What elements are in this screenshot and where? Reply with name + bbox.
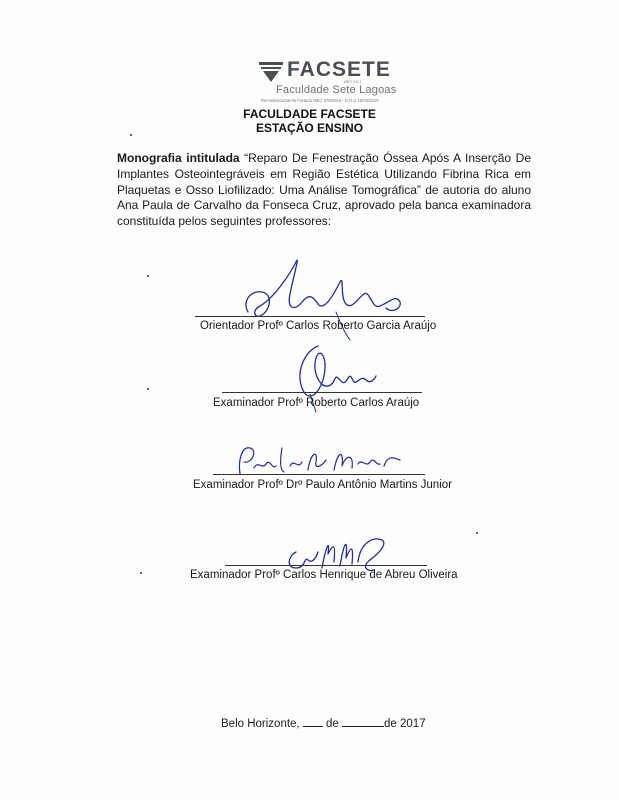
signatory-examiner-2-label: Examinador Profº Drº Paulo Antônio Martins Junior (193, 479, 452, 491)
signature-line-examiner-1 (222, 392, 422, 393)
date-month-blank (342, 716, 384, 727)
signatory-examiner-1-label: Examinador Profº Roberto Carlos Araújo (213, 397, 420, 409)
paragraph-text: “Reparo De Fenestração Óssea Após A Inserção De Implantes Osteointegráveis em Região Estética Utilizando Fibrina Rica em Plaquetas e Osso Liofilizado: Uma Análise Tomográfica” de autoria do aluno Ana Paula de Carvalho da Fonseca Cruz, aprovado pela banca examinadora constituída pelos seguintes professores: (117, 151, 531, 229)
header-unit: ESTAÇÃO ENSINO (255, 121, 364, 135)
signatory-examiner-3-label: Examinador Profº Carlos Henrique de Abreu Oliveira (190, 569, 458, 581)
logo-name: FACSETE (287, 58, 391, 81)
scan-speck (147, 388, 149, 390)
scan-speck (130, 134, 132, 136)
facsete-emblem-icon (258, 60, 284, 84)
header-institution: FACULDADE FACSETE (243, 107, 376, 121)
logo-recognition: Recredenciamento Portaria MEC 278/2016 - D.O.U 19/04/2016 (261, 98, 379, 103)
scan-speck (140, 572, 142, 574)
logo-subtitle: Faculdade Sete Lagoas (276, 84, 397, 96)
monograph-paragraph (117, 151, 531, 230)
scan-speck (476, 532, 478, 534)
date-day-blank (303, 716, 323, 727)
date-city: Belo Horizonte, (221, 718, 300, 730)
signature-line-examiner-3 (225, 565, 427, 566)
signing-date (221, 716, 426, 731)
facsete-logo (258, 58, 398, 104)
signature-line-advisor (195, 316, 425, 317)
logo-tiny-text: MEC 3 N 1 (344, 80, 362, 84)
paragraph-lead: Monografia intitulada (117, 151, 240, 165)
signature-line-examiner-2 (213, 474, 425, 475)
scan-speck (147, 275, 149, 277)
date-de-1: de (326, 718, 339, 730)
signatory-advisor-label: Orientador Profº Carlos Roberto Garcia Araújo (200, 320, 437, 332)
date-year: de 2017 (384, 718, 426, 730)
